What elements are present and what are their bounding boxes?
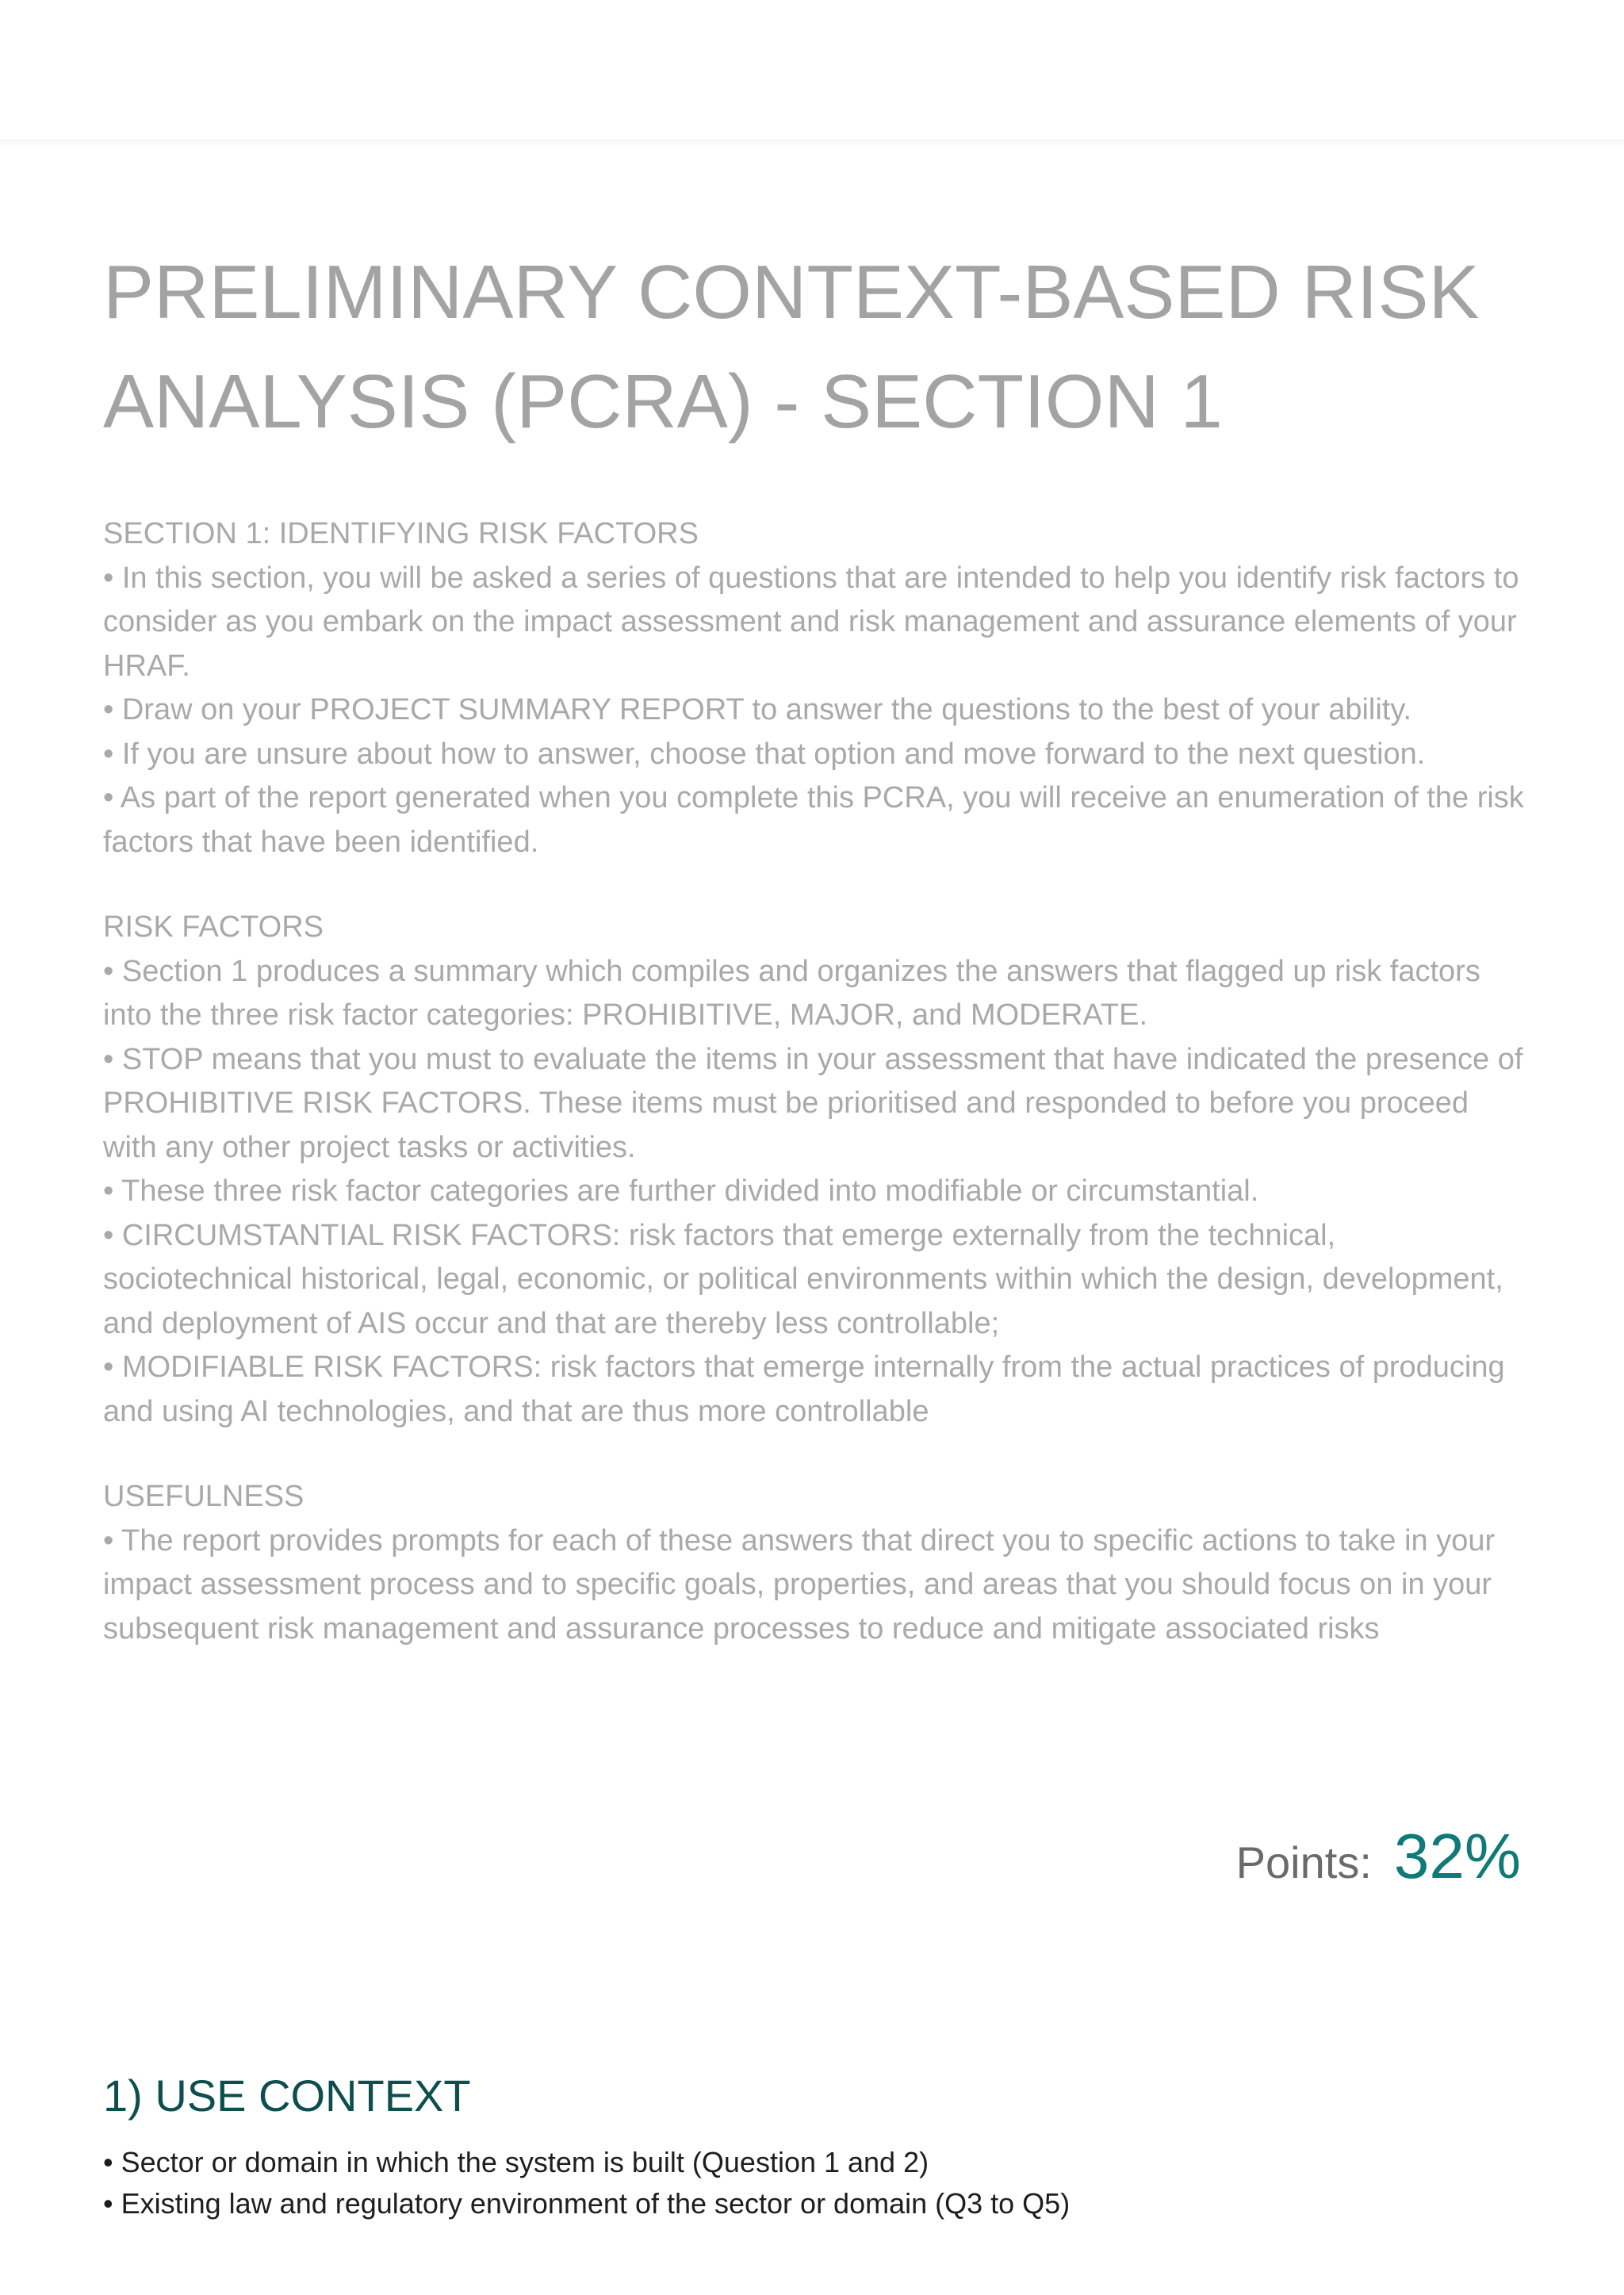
risk-factors-item: • STOP means that you must to evaluate the items in your assessment that have indicated the presence of PROHIBITIVE RISK FACTORS. These items must be prioritised and responded to before you proceed with any other project tasks or activities. [103, 1042, 1523, 1164]
page-title [103, 238, 1530, 457]
risk-factors-item: • Section 1 produces a summary which compiles and organizes the answers that flagged up risk factors into the three risk factor categories: PROHIBITIVE, MAJOR, and MODERATE. [103, 954, 1480, 1032]
identifying-item: • If you are unsure about how to answer, choose that option and move forward to the next question. [103, 737, 1426, 771]
form-intro [103, 238, 1530, 1692]
points-label: Points: [1235, 1837, 1372, 1887]
risk-factors-item: • These three risk factor categories are further divided into modifiable or circumstantial. [103, 1174, 1259, 1208]
identifying-block [103, 512, 1530, 864]
page-title-line-1: PRELIMINARY CONTEXT-BASED RISK [103, 250, 1480, 335]
risk-factors-block [103, 906, 1530, 1434]
page-title-line-2: ANALYSIS (PCRA) - SECTION 1 [103, 359, 1223, 444]
identifying-item: • In this section, you will be asked a series of questions that are intended to help you identify risk factors to consider as you embark on the impact assessment and risk management and assurance elements of your HRAF. [103, 561, 1519, 683]
top-bar [0, 0, 1624, 140]
section-title: 1) USE CONTEXT [103, 2071, 471, 2121]
identifying-heading: SECTION 1: IDENTIFYING RISK FACTORS [103, 517, 699, 550]
usefulness-block [103, 1475, 1530, 1651]
usefulness-heading: USEFULNESS [103, 1480, 304, 1513]
risk-factors-heading: RISK FACTORS [103, 910, 324, 944]
section-item: • Sector or domain in which the system is built (Question 1 and 2) [103, 2146, 929, 2178]
risk-factors-item: • CIRCUMSTANTIAL RISK FACTORS: risk factors that emerge externally from the technical, sociotechnical historical, legal, economic, or political environments within which the design, development, and deployment of AIS occur and that are thereby less controllable; [103, 1218, 1503, 1340]
section-description [103, 2142, 1530, 2224]
identifying-item: • Draw on your PROJECT SUMMARY REPORT to answer the questions to the best of your ability. [103, 693, 1412, 726]
identifying-item: • As part of the report generated when you complete this PCRA, you will receive an enumeration of the risk factors that have been identified. [103, 781, 1524, 859]
section-item: • Existing law and regulatory environment of the sector or domain (Q3 to Q5) [103, 2187, 1071, 2220]
points-score [1236, 1820, 1521, 1893]
risk-factors-item: • MODIFIABLE RISK FACTORS: risk factors that emerge internally from the actual practices of producing and using AI technologies, and that are thus more controllable [103, 1351, 1505, 1428]
usefulness-item: • The report provides prompts for each of these answers that direct you to specific actions to take in your impact assessment process and to specific goals, properties, and areas that you should focus on in your subsequent risk management and assurance processes to reduce and mitigate associated risks [103, 1523, 1496, 1646]
points-value: 32% [1393, 1821, 1521, 1891]
section-use-context [103, 2070, 1530, 2224]
intro-description [103, 512, 1530, 1651]
